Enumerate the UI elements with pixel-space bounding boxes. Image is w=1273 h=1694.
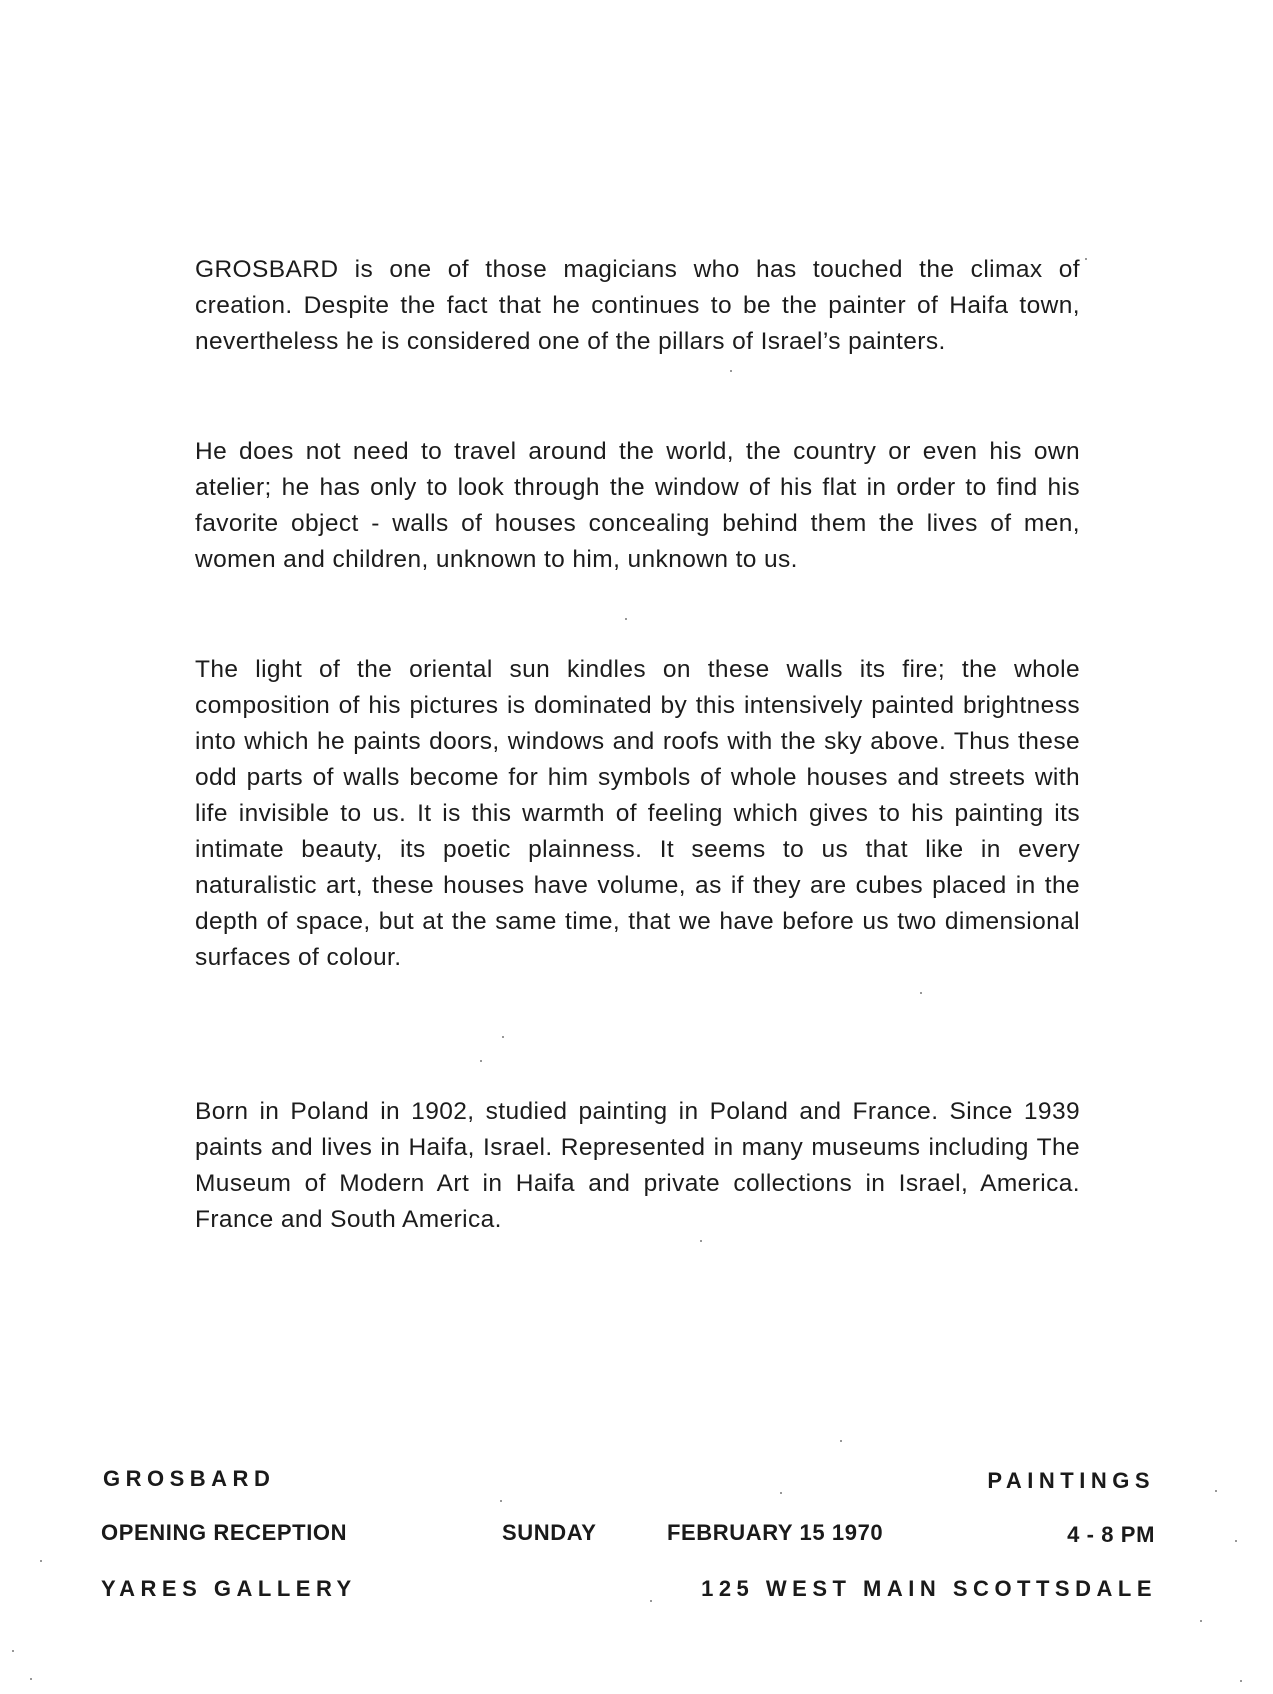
scan-speck: [650, 1600, 652, 1602]
scan-speck: [30, 1678, 32, 1680]
event-time: 4 - 8 PM: [1067, 1522, 1155, 1547]
paragraph-introduction: GROSBARD is one of those magicians who has touched the climax of creation. Despite the fact that he continues to be the painter of Haifa town, nevertheless he is considered one of the pillars of Israel’s painters.: [195, 256, 1080, 355]
event-title: OPENING RECEPTION: [101, 1520, 348, 1545]
scan-speck: [1215, 1490, 1217, 1492]
scan-speck: [40, 1560, 42, 1562]
scan-speck: [12, 1650, 14, 1652]
gallery-name: YARES GALLERY: [101, 1576, 357, 1601]
event-day: SUNDAY: [502, 1520, 597, 1545]
scan-speck: [1240, 1680, 1242, 1682]
exhibition-medium: PAINTINGS: [987, 1468, 1155, 1493]
scan-speck: [480, 1060, 482, 1062]
scan-speck: [1200, 1620, 1202, 1622]
scan-speck: [1085, 258, 1087, 260]
scan-speck: [920, 992, 922, 994]
scan-speck: [502, 1036, 504, 1038]
paragraph-subject: He does not need to travel around the world, the country or even his own atelier; he has only to look through the window of his flat in order to find his favorite object - walls of houses concealing behind them the lives of men, women and children, unknown to him, unknown to us.: [195, 438, 1080, 573]
scan-speck: [730, 370, 732, 372]
artist-name: GROSBARD: [103, 1466, 276, 1491]
gallery-address: 125 WEST MAIN SCOTTSDALE: [701, 1576, 1157, 1601]
scan-speck: [700, 1240, 702, 1242]
scan-speck: [500, 1500, 502, 1502]
scan-speck: [780, 1492, 782, 1494]
paragraph-biography: Born in Poland in 1902, studied painting in Poland and France. Since 1939 paints and lives in Haifa, Israel. Represented in many museums including The Museum of Modern Art in Haifa and private collections in Israel, America. France and South America.: [195, 1098, 1080, 1233]
event-date: FEBRUARY 15 1970: [667, 1520, 884, 1545]
scan-speck: [840, 1440, 842, 1442]
paragraph-style: The light of the oriental sun kindles on these walls its fire; the whole composition of his pictures is dominated by this intensively painted brightness into which he paints doors, windows and roofs with the sky above. Thus these odd parts of walls become for him symbols of whole houses and streets with life invisible to us. It is this warmth of feeling which gives to his painting its intimate beauty, its poetic plainness. It seems to us that like in every naturalistic art, these houses have volume, as if they are cubes placed in the depth of space, but at the same time, that we have before us two dimensional surfaces of colour.: [195, 656, 1080, 971]
scan-speck: [625, 618, 627, 620]
scan-speck: [1235, 1540, 1237, 1542]
